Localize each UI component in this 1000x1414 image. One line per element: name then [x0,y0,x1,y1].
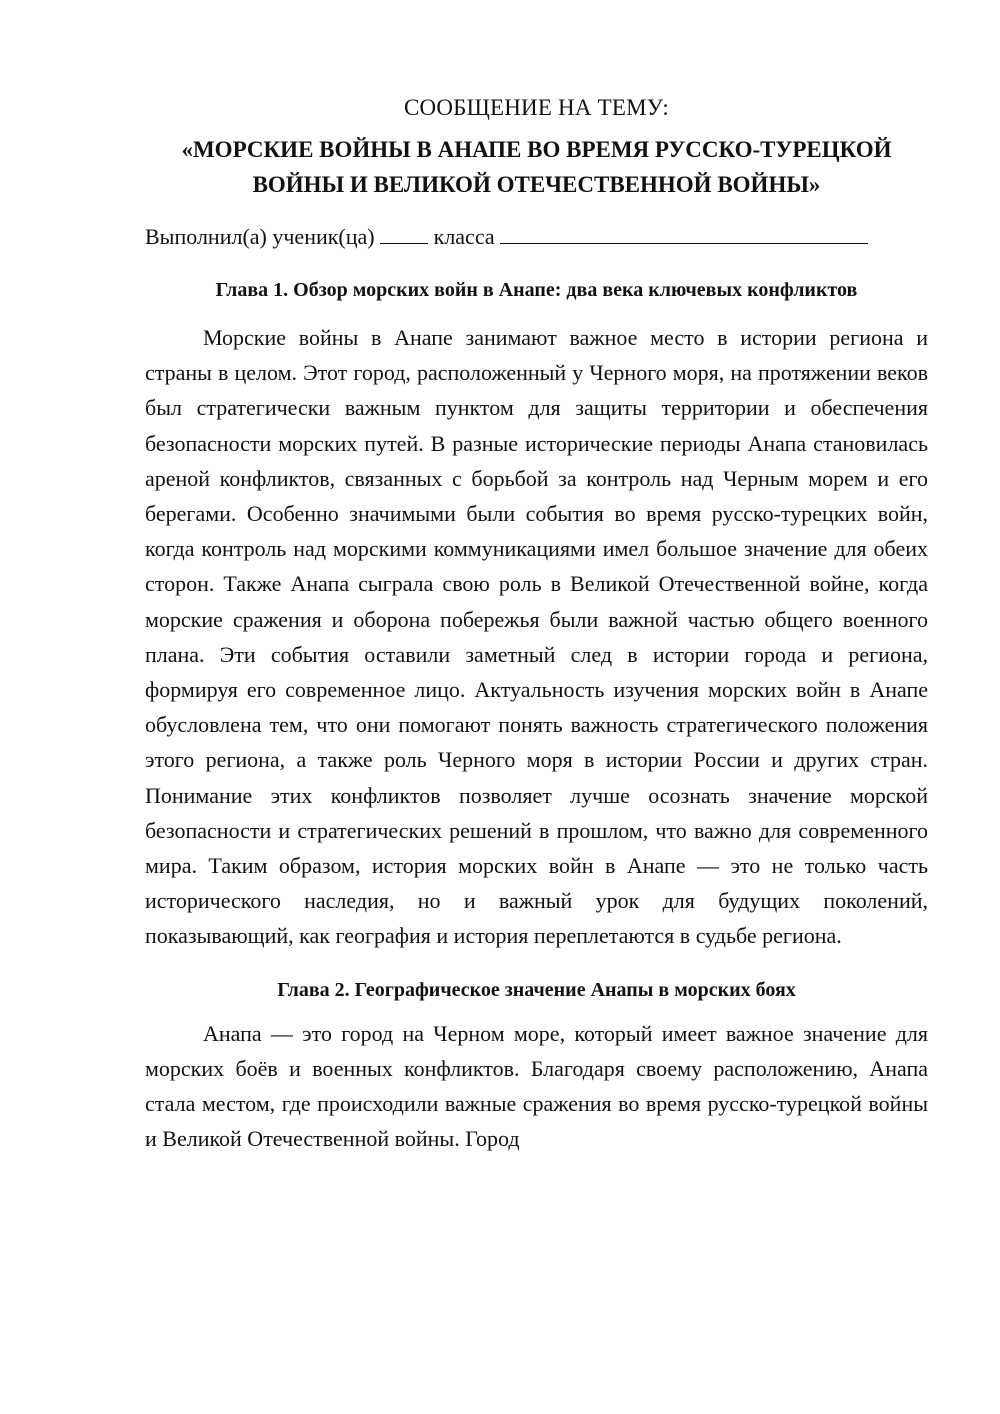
class-label: класса [433,224,495,249]
chapter-1-heading: Глава 1. Обзор морских войн в Анапе: два века ключевых конфликтов [215,279,858,301]
chapter-1-paragraph: Морские войны в Анапе занимают важное место в истории региона и страны в целом. Этот город, расположенный у Черного моря, на протяжении веков был стратегически важным пунктом для защиты территории и обеспечения безопасности морских путей. В разные исторические периоды Анапа становилась ареной конфликтов, связанных с борьбой за контроль над Черным морем и его берегами. Особенно значимыми были события во время русско-турецких войн, когда контроль над морскими коммуникациями имел большое значение для обеих сторон. Также Анапа сыграла свою роль в Великой Отечественной войне, когда морские сражения и оборона побережья были важной частью общего военного плана. Эти события оставили заметный след в истории города и региона, формируя его современное лицо. Актуальность изучения морских войн в Анапе обусловлена тем, что они помогают понять важность стратегического положения этого региона, а также роль Черного моря в истории России и других стран. Понимание этих конфликтов позволяет лучше осознать значение морской безопасности и стратегических решений в прошлом, что важно для современного мира. Таким образом, история морских войн в Анапе — это не только часть исторического наследия, но и важный урок для будущих поколений, показывающий, как география и история переплетаются в судьбе региона. [145,325,928,949]
chapter-2-paragraph: Анапа — это город на Черном море, который имеет важное значение для морских боёв и военных конфликтов. Благодаря своему расположению, Анапа стала местом, где происходили важные сражения во время русско-турецкой войны и Великой Отечественной войны. Город [145,1020,928,1152]
document-title: «МОРСКИЕ ВОЙНЫ В АНАПЕ ВО ВРЕМЯ РУССКО-ТУРЕЦКОЙ ВОЙНЫ И ВЕЛИКОЙ ОТЕЧЕСТВЕННОЙ ВОЙНЫ» [181,137,892,197]
chapter-2-heading: Глава 2. Географическое значение Анапы в морских боях [277,978,796,1001]
document-page [145,92,928,1156]
author-line [145,222,928,252]
grade-blank-field [380,223,428,244]
document-type: СООБЩЕНИЕ НА ТЕМУ: [404,95,669,120]
author-label: Выполнил(а) ученик(ца) [145,224,375,249]
name-blank-field [500,223,868,244]
